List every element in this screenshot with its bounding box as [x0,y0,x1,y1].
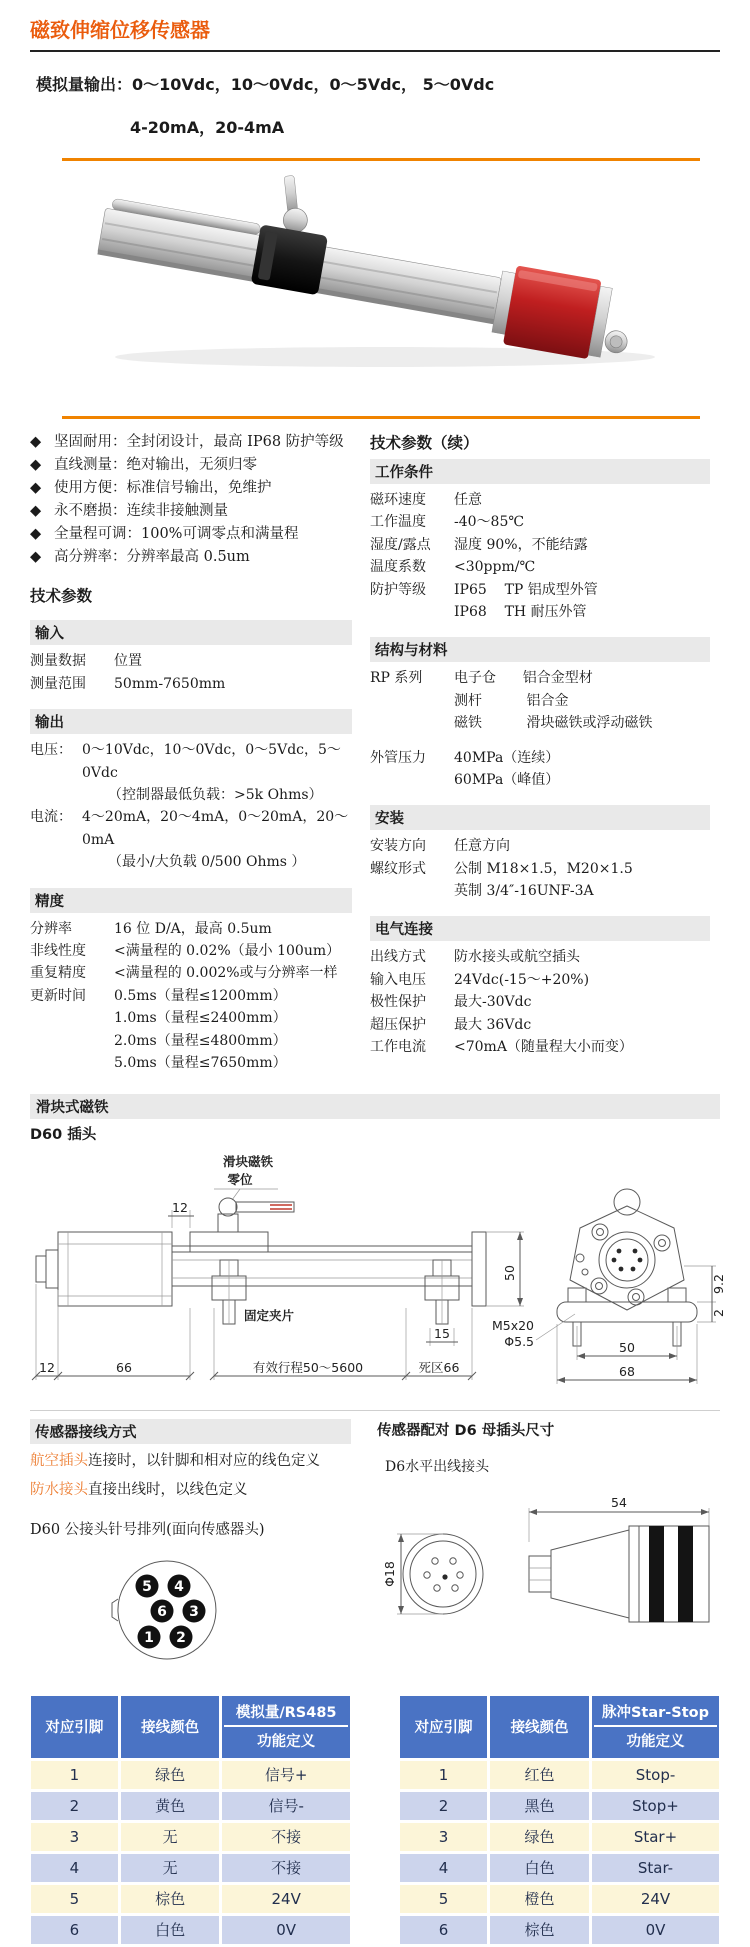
spec-label [30,1030,114,1052]
spec-value: 16 位 D/A，最高 0.5um [114,920,272,937]
spec-label [30,784,82,806]
waterproof-joint-highlight: 防水接头 [30,1482,88,1499]
section-bar-input: 输入 [30,620,352,645]
spec-value: 公制 M18×1.5，M20×1.5 [454,860,633,877]
zero-position-label: 零位 [227,1172,253,1188]
spec-label: 工作温度 [370,514,426,531]
table-header-row [31,1696,350,1758]
spec-value: 位置 [114,653,142,670]
product-photo [0,161,750,376]
spec-row [370,969,710,991]
dim-68: 68 [619,1364,635,1380]
table-row [400,1885,719,1913]
spec-value: 任意方向 [454,838,510,855]
spec-value: （最小/大负载 0/500 Ohms ） [108,854,306,871]
spec-label: 电流： [30,809,72,826]
cell-color: 黑色 [490,1792,589,1820]
feature-item [30,454,352,477]
dim-54: 54 [611,1495,627,1511]
spec-label: RP 系列 [370,670,423,687]
analog-output-line1 [36,72,750,95]
spec-value: 1.0ms（量程≤2400mm） [114,1010,287,1027]
spec-label: 防护等级 [370,581,426,598]
page-title: 磁致伸缩位移传感器 [30,18,210,42]
title-rule [30,50,720,52]
spec-row [30,1007,352,1029]
diamond-bullet-icon: ◆ [30,548,42,565]
spec-label [30,1052,114,1074]
spec-row [370,835,710,857]
spec-value: -40～85℃ [454,514,525,531]
dimension-drawing [22,1148,750,1402]
cell-pin: 6 [31,1916,118,1944]
feature-text: 永不磨损：连续非接触测量 [54,502,228,519]
spec-label: 分辨率 [30,920,72,937]
table-row [31,1761,350,1789]
product-photo-illustration [55,161,695,376]
pin-3: 3 [189,1603,199,1620]
col-color-header: 接线颜色 [121,1696,220,1758]
cell-pin: 2 [400,1792,487,1820]
cell-color: 白色 [490,1854,589,1882]
spec-row [370,991,710,1013]
wiring-line-2-rest: 直接出线时，以线色定义 [88,1482,248,1499]
cell-pin: 2 [31,1792,118,1820]
spec-value: <满量程的 0.002%或与分辨率一样 [114,965,338,982]
analog-output-line2: 4-20mA，20-4mA [130,118,285,137]
feature-text: 使用方便：标准信号输出，免维护 [54,479,272,496]
dim-66: 66 [116,1360,132,1376]
cell-func: 信号+ [222,1761,350,1789]
spec-value: IP68 TH 耐压外管 [454,603,587,620]
spec-value: 0.5ms（量程≤1200mm） [114,987,287,1004]
section-bar-electrical: 电气连接 [370,916,710,941]
dim-50-horizontal: 50 [619,1340,635,1356]
cell-func: 不接 [222,1854,350,1882]
cell-color: 棕色 [121,1885,220,1913]
spec-label [370,769,454,791]
spec-label: 磁环速度 [370,492,426,508]
col-pin-header: 对应引脚 [400,1696,487,1758]
spec-row [370,880,710,902]
spec-label: 极性保护 [370,994,426,1011]
spec-label: 非线性度 [30,942,86,959]
feature-text: 高分辨率：分辨率最高 0.5um [54,548,250,565]
cell-func: Star+ [592,1823,719,1851]
wiring-left [30,1419,351,1683]
spec-label: 超压保护 [370,1016,426,1033]
dim-phi-5-5: Φ5.5 [504,1334,534,1350]
section-bar-output: 输出 [30,709,352,734]
cell-color: 绿色 [490,1823,589,1851]
cell-func: Stop- [592,1761,719,1789]
feature-item [30,546,352,569]
cell-func: 24V [222,1885,350,1913]
spec-columns [0,419,750,1074]
spec-value: 英制 3/4″-16UNF-3A [454,883,594,900]
table-row [31,1916,350,1944]
spec-row [370,579,710,601]
spec-label [370,690,454,712]
spec-label [30,851,82,873]
spec-row [370,601,710,623]
slider-magnet-label: 滑块磁铁 [222,1154,274,1170]
dim-stroke: 有效行程50～5600 [252,1360,364,1376]
cell-pin: 3 [31,1823,118,1851]
spec-row [370,946,710,968]
spec-value: 0～10Vdc，10～0Vdc，0～5Vdc，5～0Vdc [82,742,341,781]
spec-label: 螺纹形式 [370,860,426,877]
cell-func: 不接 [222,1823,350,1851]
spec-row [370,690,710,712]
cad-drawing [22,1148,728,1398]
feature-item [30,523,352,546]
wiring-right [377,1419,722,1683]
spec-row [30,650,352,672]
spec-label: 电压： [30,742,72,759]
tech-params-cont-heading: 技术参数（续） [370,434,479,452]
slider-magnet-bar: 滑块式磁铁 [30,1094,720,1119]
func-mode-label: 脉冲Star-Stop [601,1704,710,1721]
spec-row [370,534,710,556]
cell-pin: 1 [400,1761,487,1789]
section-bar-mounting: 安装 [370,805,710,830]
spec-value: <70mA（随量程大小而变） [454,1039,633,1056]
cell-color: 白色 [121,1916,220,1944]
dim-12-bottom: 12 [39,1360,55,1376]
spec-row [30,806,352,851]
wiring-columns [0,1411,750,1683]
diamond-bullet-icon: ◆ [30,434,42,450]
dim-2: 2 [711,1309,726,1318]
spec-value: 最大 36Vdc [454,1016,532,1033]
cell-color: 橙色 [490,1885,589,1913]
pin-table-analog [28,1693,353,1947]
dim-50-vertical: 50 [502,1265,517,1282]
cell-func: 信号- [222,1792,350,1820]
cell-pin: 6 [400,1916,487,1944]
d6-connector-drawing [377,1480,722,1638]
spec-value: <满量程的 0.02%（最小 100um） [114,942,341,959]
spec-label [30,1007,114,1029]
cell-color: 黄色 [121,1792,220,1820]
cell-pin: 3 [400,1823,487,1851]
wiring-line-1 [30,1451,351,1473]
spec-row [370,712,710,734]
spec-label: 湿度/露点 [370,536,431,553]
col-func-header [222,1696,350,1758]
cell-func: 0V [222,1916,350,1944]
cell-pin: 5 [31,1885,118,1913]
spec-value: 任意 [454,492,482,508]
spec-row [370,1014,710,1036]
dim-9-2: 9.2 [711,1274,726,1295]
spec-label: 测量数据 [30,653,86,670]
spacer [370,735,710,747]
dim-dead-zone: 死区66 [418,1360,460,1376]
func-def-label: 功能定义 [594,1725,717,1754]
d60-pin-layout-title: D60 公接头针号排列(面向传感器头) [30,1521,265,1538]
spec-value: 50mm-7650mm [114,675,226,692]
cell-color: 红色 [490,1761,589,1789]
spec-value: 防水接头或航空插头 [454,949,580,966]
section-bar-conditions: 工作条件 [370,459,710,484]
spec-value: 最大-30Vdc [454,994,532,1011]
cell-color: 无 [121,1823,220,1851]
spec-label: 工作电流 [370,1039,426,1056]
cell-color: 无 [121,1854,220,1882]
table-header-row [400,1696,719,1758]
spec-row [30,918,352,940]
spec-label: 重复精度 [30,965,86,982]
spec-value: 40MPa（连续） [454,749,560,766]
pin-4: 4 [174,1578,184,1595]
spec-row [370,489,710,511]
table-row [400,1761,719,1789]
cell-func: Stop+ [592,1792,719,1820]
spec-label: 安装方向 [370,838,426,855]
feature-item [30,477,352,500]
spec-column-right [370,431,710,1074]
spec-row [370,769,710,791]
table-row [400,1916,719,1944]
dim-phi-18: Φ18 [382,1561,397,1588]
pin-table-pulse [397,1693,722,1947]
dim-12-top: 12 [172,1200,188,1216]
spec-value: 24Vdc(-15～+20%) [454,971,590,988]
spec-value: 电子仓 铝合金型材 [454,670,593,687]
cell-color: 绿色 [121,1761,220,1789]
spec-label: 更新时间 [30,987,86,1004]
tech-params-heading: 技术参数 [30,587,93,606]
spec-value: 5.0ms（量程≤7650mm） [114,1054,287,1071]
spec-row [30,851,352,873]
spec-column-left [30,431,352,1074]
spec-value: 2.0ms（量程≤4800mm） [114,1032,287,1049]
spec-value: 60MPa（峰值） [454,771,560,788]
spec-value: IP65 TP 铝成型外管 [454,581,598,598]
spec-row [30,1052,352,1074]
spec-row [30,739,352,784]
spec-label [370,601,454,623]
spec-row [370,556,710,578]
spec-row [370,1036,710,1058]
spec-label: 输入电压 [370,971,426,988]
section-bar-accuracy: 精度 [30,888,352,913]
wiring-line-1-rest: 连接时，以针脚和相对应的线色定义 [88,1453,320,1470]
func-mode-label: 模拟量/RS485 [235,1704,337,1721]
spec-row [30,784,352,806]
cell-pin: 4 [31,1854,118,1882]
wiring-line-2 [30,1480,351,1502]
analog-output-values: 0～10Vdc，10～0Vdc，0～5Vdc， 5～0Vdc [132,75,495,94]
col-color-header: 接线颜色 [490,1696,589,1758]
cell-pin: 4 [400,1854,487,1882]
cell-pin: 5 [400,1885,487,1913]
spec-row [370,747,710,769]
cell-pin: 1 [31,1761,118,1789]
spec-row [30,962,352,984]
table-row [31,1823,350,1851]
spec-value: <30ppm/℃ [454,559,536,576]
pin-tables [0,1693,750,1947]
spec-row [30,1030,352,1052]
diamond-bullet-icon: ◆ [30,525,42,542]
connector-pins [612,1249,643,1272]
dim-m5x20: M5x20 [491,1318,534,1334]
aviation-plug-highlight: 航空插头 [30,1453,88,1470]
section-bar-materials: 结构与材料 [370,637,710,662]
spec-row [30,940,352,962]
wiring-heading: 传感器接线方式 [30,1419,351,1444]
spec-label: 温度系数 [370,559,426,576]
cell-func: 24V [592,1885,719,1913]
spec-row [370,511,710,533]
table-row [31,1885,350,1913]
d60-plug-heading: D60 插头 [30,1127,97,1144]
spec-label: 外管压力 [370,749,426,766]
spec-value: 磁铁 滑块磁铁或浮动磁铁 [454,715,653,732]
pin-numbers [136,1574,206,1648]
pin-6: 6 [157,1603,167,1620]
cell-color: 棕色 [490,1916,589,1944]
spec-value: 4～20mA，20～4mA，0～20mA，20～0mA [82,809,349,848]
cell-func: Star- [592,1854,719,1882]
spec-row [30,985,352,1007]
mating-heading: 传感器配对 D6 母插头尺寸 [377,1423,555,1440]
feature-text: 直线测量：绝对输出，无须归零 [54,456,257,473]
feature-item [30,431,352,454]
d60-pin-diagram [85,1547,255,1679]
table-row [31,1854,350,1882]
feature-item [30,500,352,523]
spec-label [370,712,454,734]
col-pin-header: 对应引脚 [31,1696,118,1758]
table-row [31,1792,350,1820]
table-row [400,1823,719,1851]
analog-output-label: 模拟量输出： [36,75,133,94]
spec-value: 测杆 铝合金 [454,692,569,709]
diamond-bullet-icon: ◆ [30,456,42,473]
spec-label: 测量范围 [30,675,86,692]
spec-label [370,880,454,902]
clip-label: 固定夹片 [244,1308,295,1324]
spec-row [30,673,352,695]
feature-text: 坚固耐用：全封闭设计，最高 IP68 防护等级 [54,434,344,450]
spec-label: 出线方式 [370,949,426,966]
cell-func: 0V [592,1916,719,1944]
pin-5: 5 [142,1578,152,1595]
spec-value: 湿度 90%，不能结露 [454,536,588,553]
spec-value: （控制器最低负载：>5k Ohms） [108,787,323,803]
diamond-bullet-icon: ◆ [30,502,42,519]
table-row [400,1854,719,1882]
table-row [400,1792,719,1820]
feature-text: 全量程可调：100%可调零点和满量程 [54,525,299,542]
spec-row [370,667,710,689]
spec-row [370,858,710,880]
dim-15: 15 [434,1326,450,1342]
pin-1: 1 [144,1629,154,1646]
diamond-bullet-icon: ◆ [30,479,42,496]
mating-subtitle: D6水平出线接头 [385,1459,490,1476]
func-def-label: 功能定义 [224,1725,348,1754]
col-func-header [592,1696,719,1758]
d6-pins [424,1558,463,1591]
pin-2: 2 [176,1629,186,1646]
